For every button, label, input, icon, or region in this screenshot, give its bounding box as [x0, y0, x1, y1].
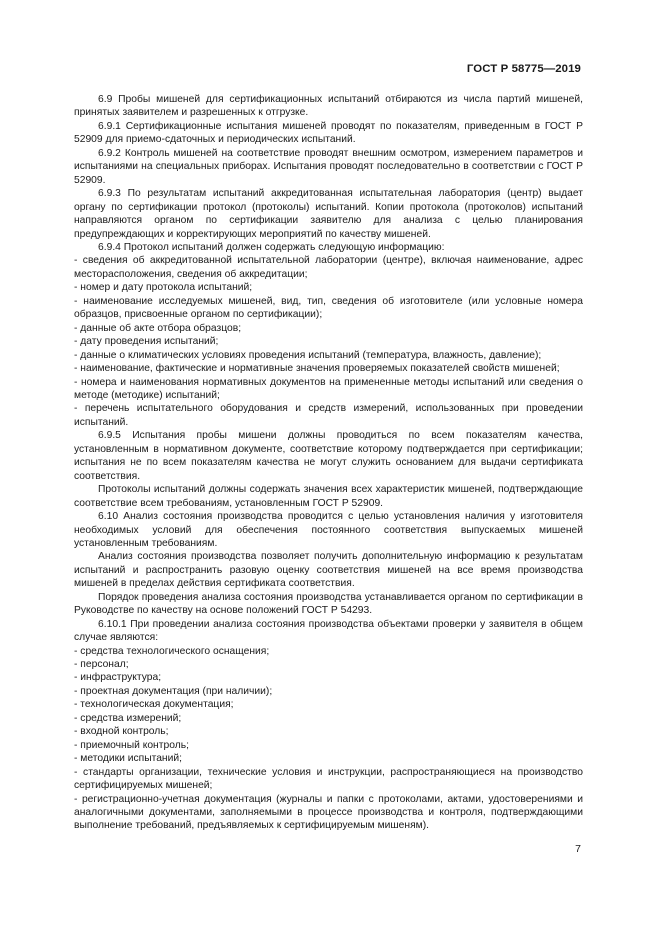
- paragraph: 6.9.3 По результатам испытаний аккредитованная испытательная лаборатория (центр) выдает органу по сертификации протокол (протоколы) испытаний. Копии протокола (протоколов) испытаний направляются органом по сертификации заявителю для анализа с целью планирования предупреждающих и корректирующих мероприятий по качеству мишеней.: [74, 188, 583, 240]
- paragraph: Анализ состояния производства позволяет получить дополнительную информацию к результатам испытаний и распространить разовую оценку соответствия мишеней на все время производства мишеней в пределах действия сертификата соответствия.: [74, 551, 583, 590]
- paragraph: 6.10 Анализ состояния производства проводится с целью установления наличия у изготовителя необходимых условий для обеспечения постоянного соответствия выпускаемых мишеней установленным требованиям.: [74, 511, 583, 549]
- paragraph: Протоколы испытаний должны содержать значения всех характеристик мишеней, подтверждающие соответствие всем требованиям, установленным ГОСТ Р 52909.: [74, 484, 583, 509]
- document-code: ГОСТ Р 58775—2019: [466, 63, 581, 75]
- list-item: - номер и дату протокола испытаний;: [74, 282, 253, 294]
- paragraph: 6.9.4 Протокол испытаний должен содержать следующую информацию:: [98, 241, 445, 253]
- paragraph: Порядок проведения анализа состояния производства устанавливается органом по сертификации в Руководстве по качеству на основе положений ГОСТ Р 54293.: [74, 591, 583, 617]
- list-item: - наименование исследуемых мишеней, вид, тип, сведения об изготовителе (или условные номера образцов, присвоенные органом по сертификации);: [74, 295, 583, 321]
- list-item: - стандарты организации, технические условия и инструкции, распространяющиеся на производство сертифицируемых мишеней;: [74, 766, 583, 792]
- document-body: [74, 93, 583, 833]
- list-item: - методики испытаний;: [74, 753, 182, 765]
- list-item: - приемочный контроль;: [74, 739, 189, 751]
- page-number: 7: [575, 843, 581, 855]
- list-item: - данные о климатических условиях проведения испытаний (температура, влажность, давление);: [74, 349, 542, 361]
- list-item: - наименование, фактические и нормативные значения проверяемых показателей свойств мишеней;: [74, 363, 560, 375]
- list-item: - дату проведения испытаний;: [74, 336, 219, 348]
- list-item: - средства измерений;: [74, 712, 182, 724]
- list-item: - инфраструктура;: [74, 672, 162, 684]
- list-item: - данные об акте отбора образцов;: [74, 322, 242, 334]
- paragraph: 6.9.2 Контроль мишеней на соответствие проводят внешним осмотром, измерением параметров и испытаниями на специальных приборах. Испытания проводят последовательно в соответствии с ГОСТ Р 52909.: [74, 147, 583, 186]
- list-item: - номера и наименования нормативных документов на примененные методы испытаний или сведения о методе (методике) испытаний;: [74, 376, 583, 401]
- list-item: - персонал;: [74, 659, 129, 671]
- paragraph: 6.9.1 Сертификационные испытания мишеней проводят по показателям, приведенным в ГОСТ Р 52909 для приемо-сдаточных и периодических испытаний.: [74, 120, 583, 146]
- list-item: - технологическая документация;: [74, 699, 234, 711]
- list-item: - перечень испытательного оборудования и средств измерений, использованных при проведении испытаний.: [74, 403, 583, 428]
- paragraph: 6.9 Пробы мишеней для сертификационных испытаний отбираются из числа партий мишеней, принятых заявителем и разрешенных к отгрузке.: [74, 94, 583, 119]
- list-item: - проектная документация (при наличии);: [74, 685, 273, 697]
- list-item: - сведения об аккредитованной испытательной лаборатории (центре), включая наименование, адрес месторасположения, сведения об аккредитации;: [74, 255, 583, 280]
- paragraph: 6.9.5 Испытания пробы мишени должны проводиться по всем показателям качества, установленным в нормативном документе, соответствие которому подтверждается при сертификации; испытания не по всем показателям качества не могут служить основанием для выдачи сертификата соответствия.: [74, 430, 583, 482]
- list-item: - средства технологического оснащения;: [74, 645, 270, 657]
- list-item: - входной контроль;: [74, 726, 169, 738]
- paragraph: 6.10.1 При проведении анализа состояния производства объектами проверки у заявителя в общем случае являются:: [74, 618, 583, 644]
- list-item: - регистрационно-учетная документация (журналы и папки с протоколами, актами, удостоверениями и аналогичными документами, заполняемыми в процессе производства и контроля, подтверждающими выполнение требований, предъявляемых к сертифицируемым мишеням).: [74, 793, 583, 832]
